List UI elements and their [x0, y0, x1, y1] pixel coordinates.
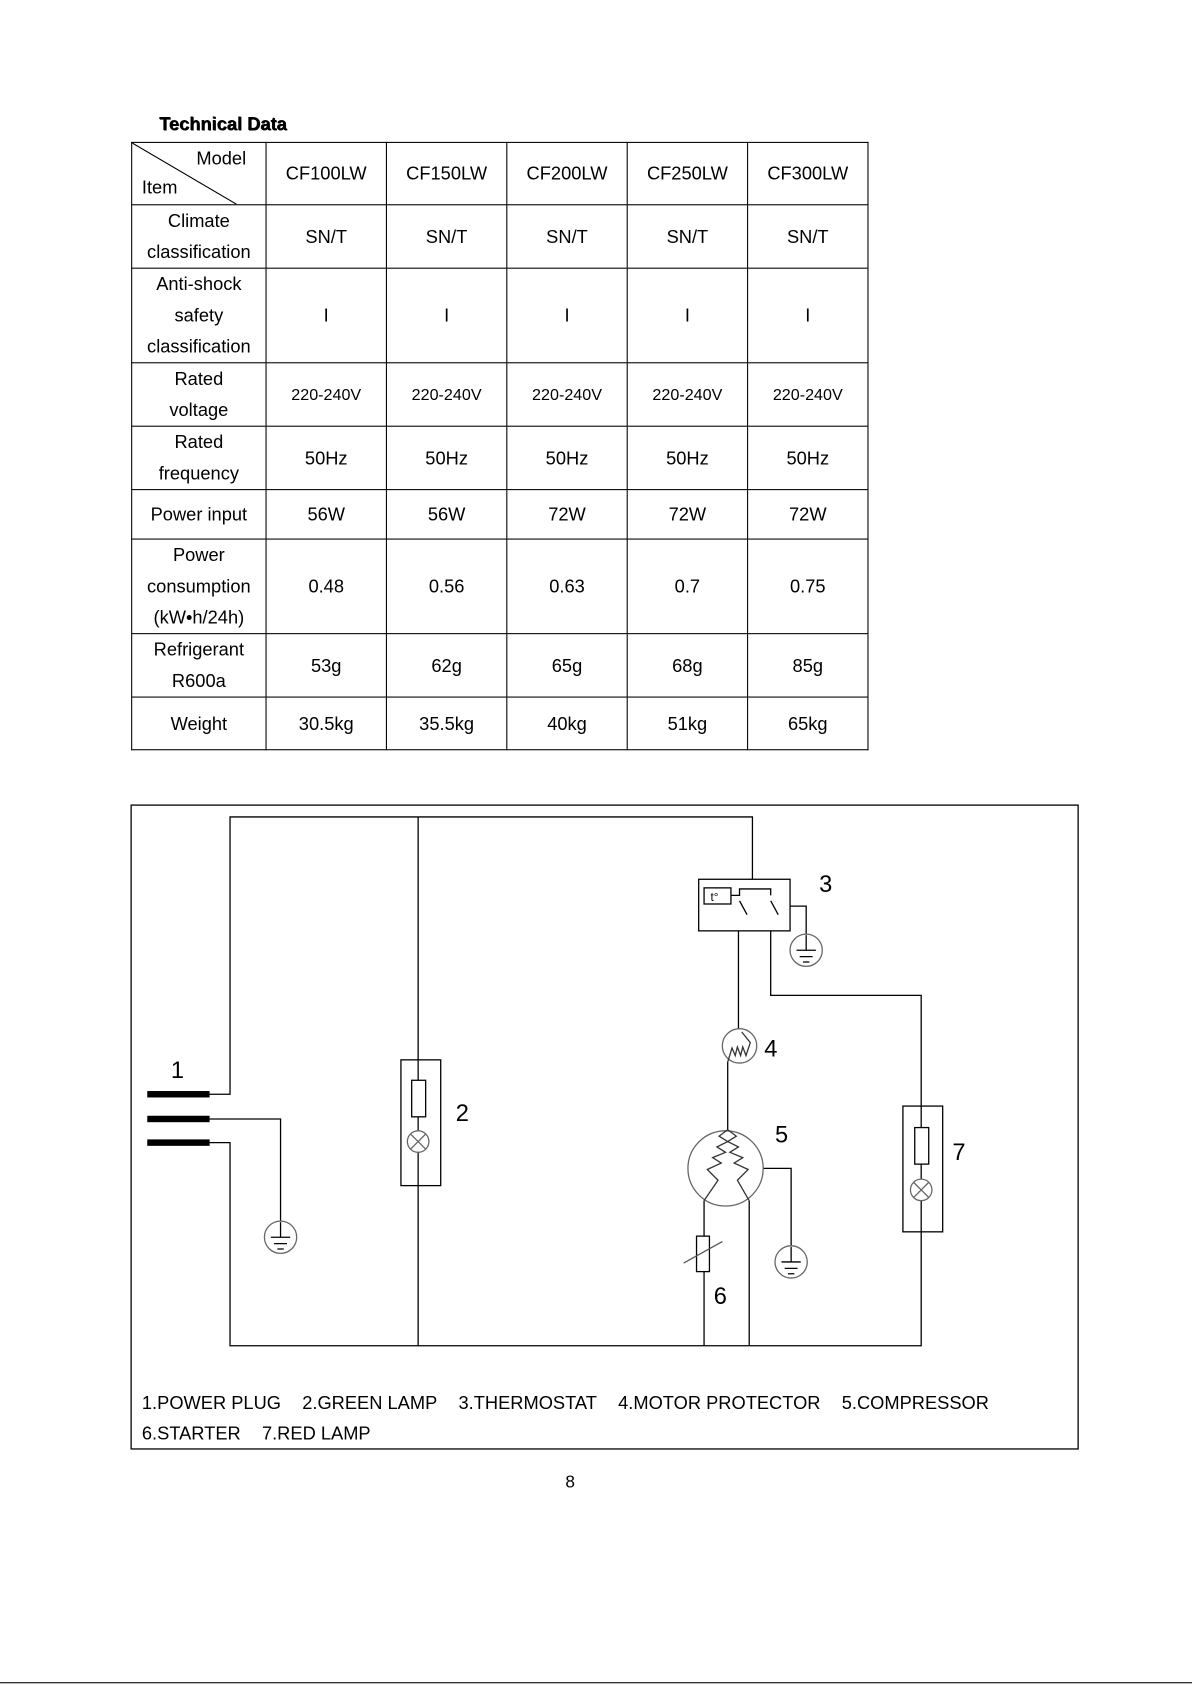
page-number: 8 — [565, 1473, 575, 1492]
table-cell: I — [627, 268, 747, 363]
section-title: Technical Data — [159, 113, 287, 135]
legend-item: 2.GREEN LAMP — [302, 1393, 438, 1414]
row-label-line: Rated — [174, 432, 224, 453]
starter-icon — [684, 1236, 723, 1271]
power-plug-icon — [147, 1091, 209, 1146]
table-cell: SN/T — [748, 205, 868, 268]
model-header: CF150LW — [386, 142, 506, 204]
row-label-line: Power input — [150, 504, 248, 525]
label-7: 7 — [952, 1139, 966, 1166]
table-cell: 35.5kg — [386, 697, 506, 750]
table-cell: 65kg — [748, 697, 868, 750]
table-cell: I — [266, 268, 386, 363]
table-cell: 50Hz — [386, 426, 506, 489]
table-cell: 50Hz — [627, 426, 747, 489]
row-label-line: consumption — [147, 576, 251, 597]
table-cell: 51kg — [627, 697, 747, 750]
row-label-line: Weight — [170, 713, 228, 734]
table-cell: 0.7 — [627, 539, 747, 634]
table-cell: 50Hz — [266, 426, 386, 489]
legend-item: 5.COMPRESSOR — [841, 1393, 989, 1414]
svg-text:t°: t° — [710, 889, 719, 904]
item-label: Item — [141, 177, 178, 198]
legend-item: 4.MOTOR PROTECTOR — [618, 1393, 821, 1414]
wires — [210, 817, 922, 1346]
model-header: CF200LW — [507, 142, 627, 204]
label-1: 1 — [170, 1058, 185, 1085]
table-cell: 220-240V — [386, 363, 506, 426]
label-2: 2 — [455, 1101, 469, 1128]
label-6: 6 — [713, 1283, 727, 1310]
row-label-line: Anti-shock — [156, 274, 242, 295]
table-cell: SN/T — [266, 205, 386, 268]
table-cell: 85g — [748, 634, 868, 697]
table-cell: I — [507, 268, 627, 363]
table-cell: SN/T — [627, 205, 747, 268]
table-cell: 50Hz — [507, 426, 627, 489]
model-header: CF250LW — [627, 142, 747, 204]
legend-item: 7.RED LAMP — [261, 1423, 371, 1444]
row-label-line: Power — [172, 544, 225, 566]
table-cell: 220-240V — [627, 363, 747, 426]
table-cell: 56W — [386, 490, 506, 539]
legend-item: 3.THERMOSTAT — [458, 1393, 597, 1414]
table-cell: SN/T — [507, 205, 627, 268]
legend-item: 6.STARTER — [141, 1423, 241, 1444]
table-cell: 72W — [748, 490, 868, 539]
red-lamp-icon — [903, 1106, 943, 1232]
row-label-line: voltage — [169, 399, 229, 421]
model-header: CF300LW — [748, 142, 868, 204]
table-cell: 62g — [386, 634, 506, 697]
table-cell: 40kg — [507, 697, 627, 750]
table-cell: 220-240V — [748, 363, 868, 426]
green-lamp-icon — [401, 1060, 441, 1186]
label-5: 5 — [775, 1122, 789, 1149]
table-cell: 0.56 — [386, 539, 506, 634]
table-cell: SN/T — [386, 205, 506, 268]
table-cell: 220-240V — [266, 363, 386, 426]
row-label-line: classification — [147, 241, 251, 263]
motor-protector-icon — [722, 1029, 756, 1063]
label-4: 4 — [764, 1036, 778, 1063]
table-cell: 72W — [627, 490, 747, 539]
table-cell: I — [386, 268, 506, 363]
table-cell: 30.5kg — [266, 697, 386, 750]
thermostat-icon — [699, 879, 790, 931]
table-cell: 53g — [266, 634, 386, 697]
table-cell: 56W — [266, 490, 386, 539]
table-cell: 68g — [627, 634, 747, 697]
table-cell: 0.48 — [266, 539, 386, 634]
model-label: Model — [196, 148, 247, 169]
page-bottom-rule — [0, 1682, 1192, 1683]
table-cell: 72W — [507, 490, 627, 539]
table-cell: 0.75 — [748, 539, 868, 634]
row-label-line: Rated — [174, 368, 224, 390]
row-label-line: safety — [174, 305, 224, 326]
legend-item: 1.POWER PLUG — [141, 1393, 282, 1414]
model-header: CF100LW — [266, 142, 386, 204]
diagram-legend — [142, 1389, 1066, 1449]
row-label-line: R600a — [171, 670, 226, 692]
table-cell: 220-240V — [507, 363, 627, 426]
table-cell: 0.63 — [507, 539, 627, 634]
label-3: 3 — [819, 872, 833, 899]
row-label-line: Climate — [167, 210, 230, 232]
table-cell: 65g — [507, 634, 627, 697]
table-cell: I — [748, 268, 868, 363]
row-label-line: Refrigerant — [153, 639, 245, 660]
compressor-icon — [688, 1130, 763, 1206]
row-label-line: frequency — [158, 463, 239, 484]
row-label-line: classification — [147, 336, 251, 357]
row-label-line: (kW•h/24h) — [153, 607, 245, 628]
table-cell: 50Hz — [748, 426, 868, 489]
